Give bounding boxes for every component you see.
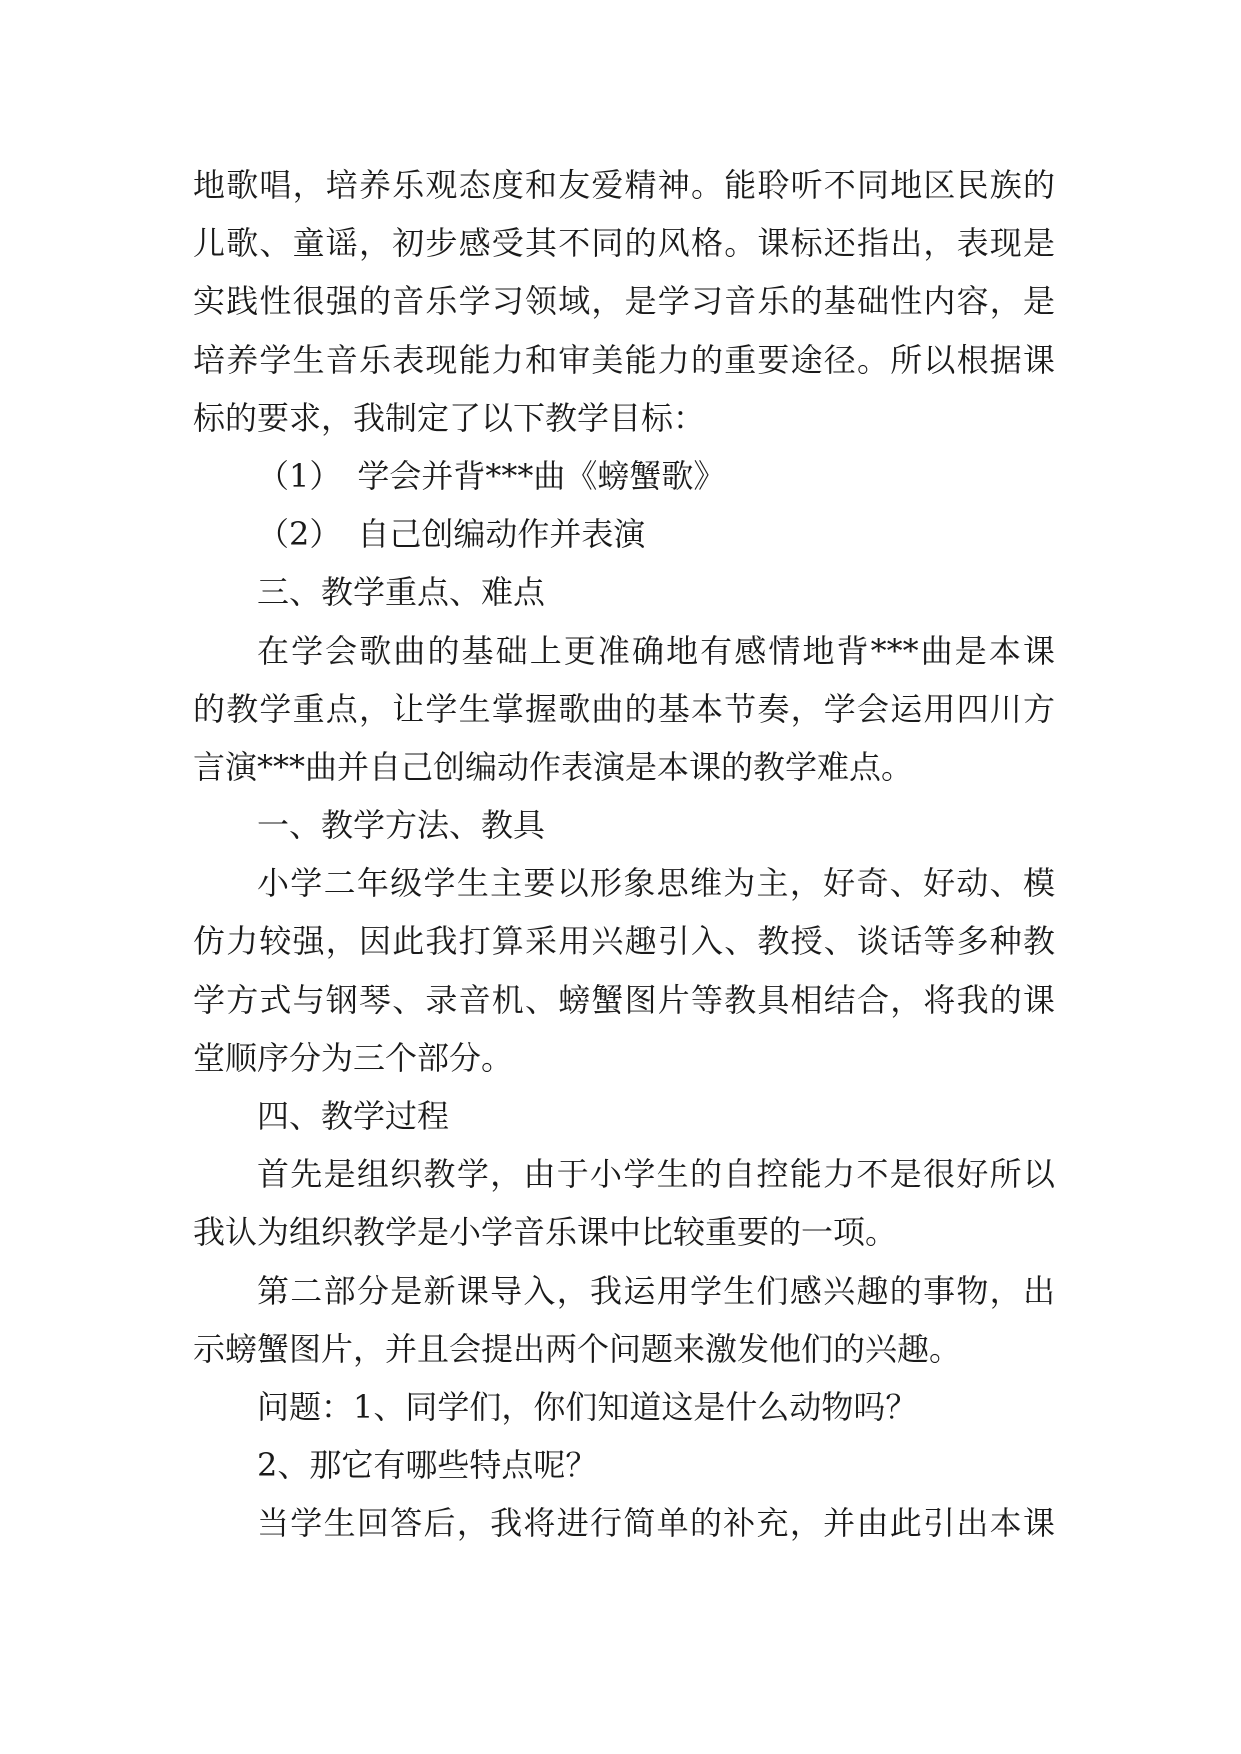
paragraph-line: 培养学生音乐表现能力和审美能力的重要途径。所以根据课	[193, 340, 1055, 379]
paragraph-line: 标的要求，我制定了以下教学目标：	[193, 398, 706, 437]
paragraph-line: 学方式与钢琴、录音机、螃蟹图片等教具相结合，将我的课	[193, 980, 1055, 1019]
objective-item: （1） 学会并背***曲《螃蟹歌》	[257, 456, 726, 495]
paragraph-line: 小学二年级学生主要以形象思维为主，好奇、好动、模	[257, 864, 1055, 903]
paragraph-line: 当学生回答后，我将进行简单的补充，并由此引出本课	[257, 1504, 1055, 1543]
paragraph-line: 实践性很强的音乐学习领域，是学习音乐的基础性内容，是	[193, 282, 1055, 321]
paragraph-line: 地歌唱，培养乐观态度和友爱精神。能聆听不同地区民族的	[193, 166, 1055, 204]
paragraph-line: 堂顺序分为三个部分。	[193, 1038, 514, 1077]
paragraph-line: 言演***曲并自己创编动作表演是本课的教学难点。	[193, 747, 914, 786]
question-line: 2、那它有哪些特点呢？	[257, 1446, 598, 1485]
paragraph-line: 第二部分是新课导入，我运用学生们感兴趣的事物，出	[257, 1271, 1055, 1310]
paragraph-line: 的教学重点，让学生掌握歌曲的基本节奏，学会运用四川方	[193, 689, 1055, 728]
section-heading: 四、教学过程	[257, 1097, 450, 1135]
document-body	[193, 156, 1055, 1553]
paragraph-line: 仿力较强，因此我打算采用兴趣引入、教授、谈话等多种教	[193, 922, 1055, 961]
paragraph-line: 儿歌、童谣，初步感受其不同的风格。课标还指出，表现是	[193, 224, 1055, 263]
paragraph-line: 在学会歌曲的基础上更准确地有感情地背***曲是本课	[257, 631, 1055, 670]
paragraph-line: 我认为组织教学是小学音乐课中比较重要的一项。	[193, 1213, 898, 1252]
question-line: 问题：1、同学们，你们知道这是什么动物吗？	[257, 1387, 918, 1426]
paragraph-line: 首先是组织教学，由于小学生的自控能力不是很好所以	[257, 1155, 1055, 1194]
section-heading: 一、教学方法、教具	[257, 806, 546, 845]
paragraph-line: 示螃蟹图片，并且会提出两个问题来激发他们的兴趣。	[193, 1329, 962, 1368]
section-heading: 三、教学重点、难点	[257, 573, 546, 612]
objective-item: （2） 自己创编动作并表演	[257, 515, 646, 554]
